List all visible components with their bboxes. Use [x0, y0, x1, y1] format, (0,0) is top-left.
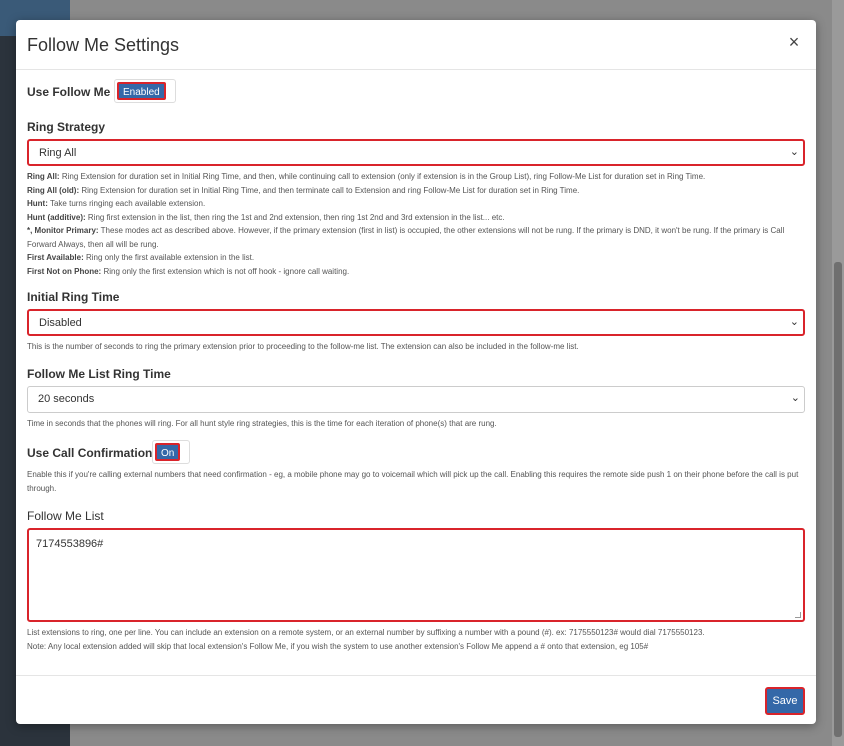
- scrollbar-thumb[interactable]: [834, 262, 842, 737]
- toggle-enabled-state: Enabled: [117, 82, 166, 100]
- use-call-confirmation-help: Enable this if you're calling external numbers that need confirmation - eg, a mobile phone may go to voicemail which will pick up the call. Enabling this requires the remote side push 1 on their phone before the call is put through.: [27, 470, 799, 493]
- use-call-confirmation-label: Use Call Confirmation: [27, 446, 153, 460]
- follow-me-list-label: Follow Me List: [27, 509, 104, 523]
- follow-me-list-help-line-1: List extensions to ring, one per line. You can include an extension on a remote system, or an external number by suffixing a number with a pound (#). ex: 7175550123# would dial 7175550123.: [27, 628, 705, 637]
- help-term: Ring All (old):: [27, 185, 80, 195]
- initial-ring-time-help: This is the number of seconds to ring the primary extension prior to proceeding to the follow-me list. The extension can also be included in the follow-me list.: [27, 342, 579, 351]
- ring-strategy-help-item: [27, 184, 805, 198]
- help-term: Hunt (additive):: [27, 212, 86, 222]
- use-call-confirmation-toggle[interactable]: [152, 440, 190, 464]
- follow-me-list-ring-time-value: 20 seconds: [38, 393, 95, 405]
- ring-strategy-select[interactable]: [27, 139, 805, 166]
- help-term: Ring All:: [27, 172, 60, 181]
- ring-strategy-value: Ring All: [39, 147, 77, 159]
- modal-footer: [16, 675, 816, 676]
- chevron-down-icon: ⌄: [789, 316, 799, 328]
- ring-strategy-help: [27, 170, 805, 278]
- use-follow-me-label: Use Follow Me: [27, 85, 111, 99]
- modal-title: Follow Me Settings: [27, 35, 180, 55]
- ring-strategy-help-item: [27, 197, 805, 211]
- initial-ring-time-label: Initial Ring Time: [27, 290, 120, 304]
- follow-me-list-ring-time-help: Time in seconds that the phones will ring. For all hunt style ring strategies, this is the time for each iteration of phone(s) that are rung.: [27, 419, 497, 428]
- help-term: First Not on Phone:: [27, 266, 102, 276]
- follow-me-list-textarea[interactable]: [27, 528, 805, 622]
- follow-me-list-value: 7174553896#: [36, 538, 104, 550]
- help-text: Ring only the first available extension in the list.: [83, 253, 255, 262]
- help-text: Ring first extension in the list, then ring the 1st and 2nd extension, then ring 1st 2nd and 3rd extension in the list... etc.: [85, 212, 505, 222]
- follow-me-list-ring-time-label: Follow Me List Ring Time: [27, 367, 171, 381]
- help-term: *, Monitor Primary:: [27, 226, 99, 235]
- help-term: Hunt:: [27, 199, 48, 208]
- help-text: Ring Extension for duration set in Initial Ring Time, and then terminate call to Extension and ring Follow-Me List for duration set in Ring Time.: [79, 185, 580, 195]
- ring-strategy-help-item: [27, 224, 805, 251]
- chevron-down-icon: ⌄: [789, 146, 799, 158]
- initial-ring-time-select[interactable]: [27, 309, 805, 336]
- save-button[interactable]: Save: [765, 687, 805, 715]
- follow-me-settings-dialog: [16, 20, 816, 724]
- ring-strategy-help-item: [27, 170, 805, 184]
- help-term: First Available:: [27, 253, 84, 262]
- follow-me-list-ring-time-select[interactable]: [27, 386, 805, 413]
- help-text: Take turns ringing each available extension.: [47, 199, 206, 208]
- close-icon[interactable]: ×: [788, 32, 800, 52]
- use-follow-me-toggle[interactable]: [114, 79, 176, 103]
- help-text: Ring only the first extension which is not off hook - ignore call waiting.: [101, 266, 350, 276]
- toggle-on-state: On: [155, 443, 180, 461]
- follow-me-list-help: [27, 626, 805, 653]
- modal-header: [16, 20, 816, 70]
- follow-me-list-help-line-2: Note: Any local extension added will skip that local extension's Follow Me, if you wish the system to use another extension's Follow Me append a # onto that extension, eg 105#: [27, 641, 649, 651]
- initial-ring-time-value: Disabled: [39, 317, 82, 329]
- resize-handle-icon[interactable]: [795, 612, 801, 618]
- page-scrollbar[interactable]: [832, 0, 844, 746]
- ring-strategy-label: Ring Strategy: [27, 120, 106, 134]
- ring-strategy-help-item: [27, 265, 805, 279]
- ring-strategy-help-item: [27, 211, 805, 225]
- help-text: These modes act as described above. However, if the primary extension (first in list) is occupied, the other extensions will not be rung. If the primary is DND, it won't be rung. If the primary is Call Forward Always, then all will be rung.: [27, 226, 785, 249]
- help-text: Ring Extension for duration set in Initial Ring Time, and then, while continuing call to extension (only if extension is in the Group List), ring Follow-Me List for duration set in Ring Time.: [59, 172, 706, 181]
- ring-strategy-help-item: [27, 251, 805, 265]
- chevron-down-icon: ⌄: [790, 392, 800, 404]
